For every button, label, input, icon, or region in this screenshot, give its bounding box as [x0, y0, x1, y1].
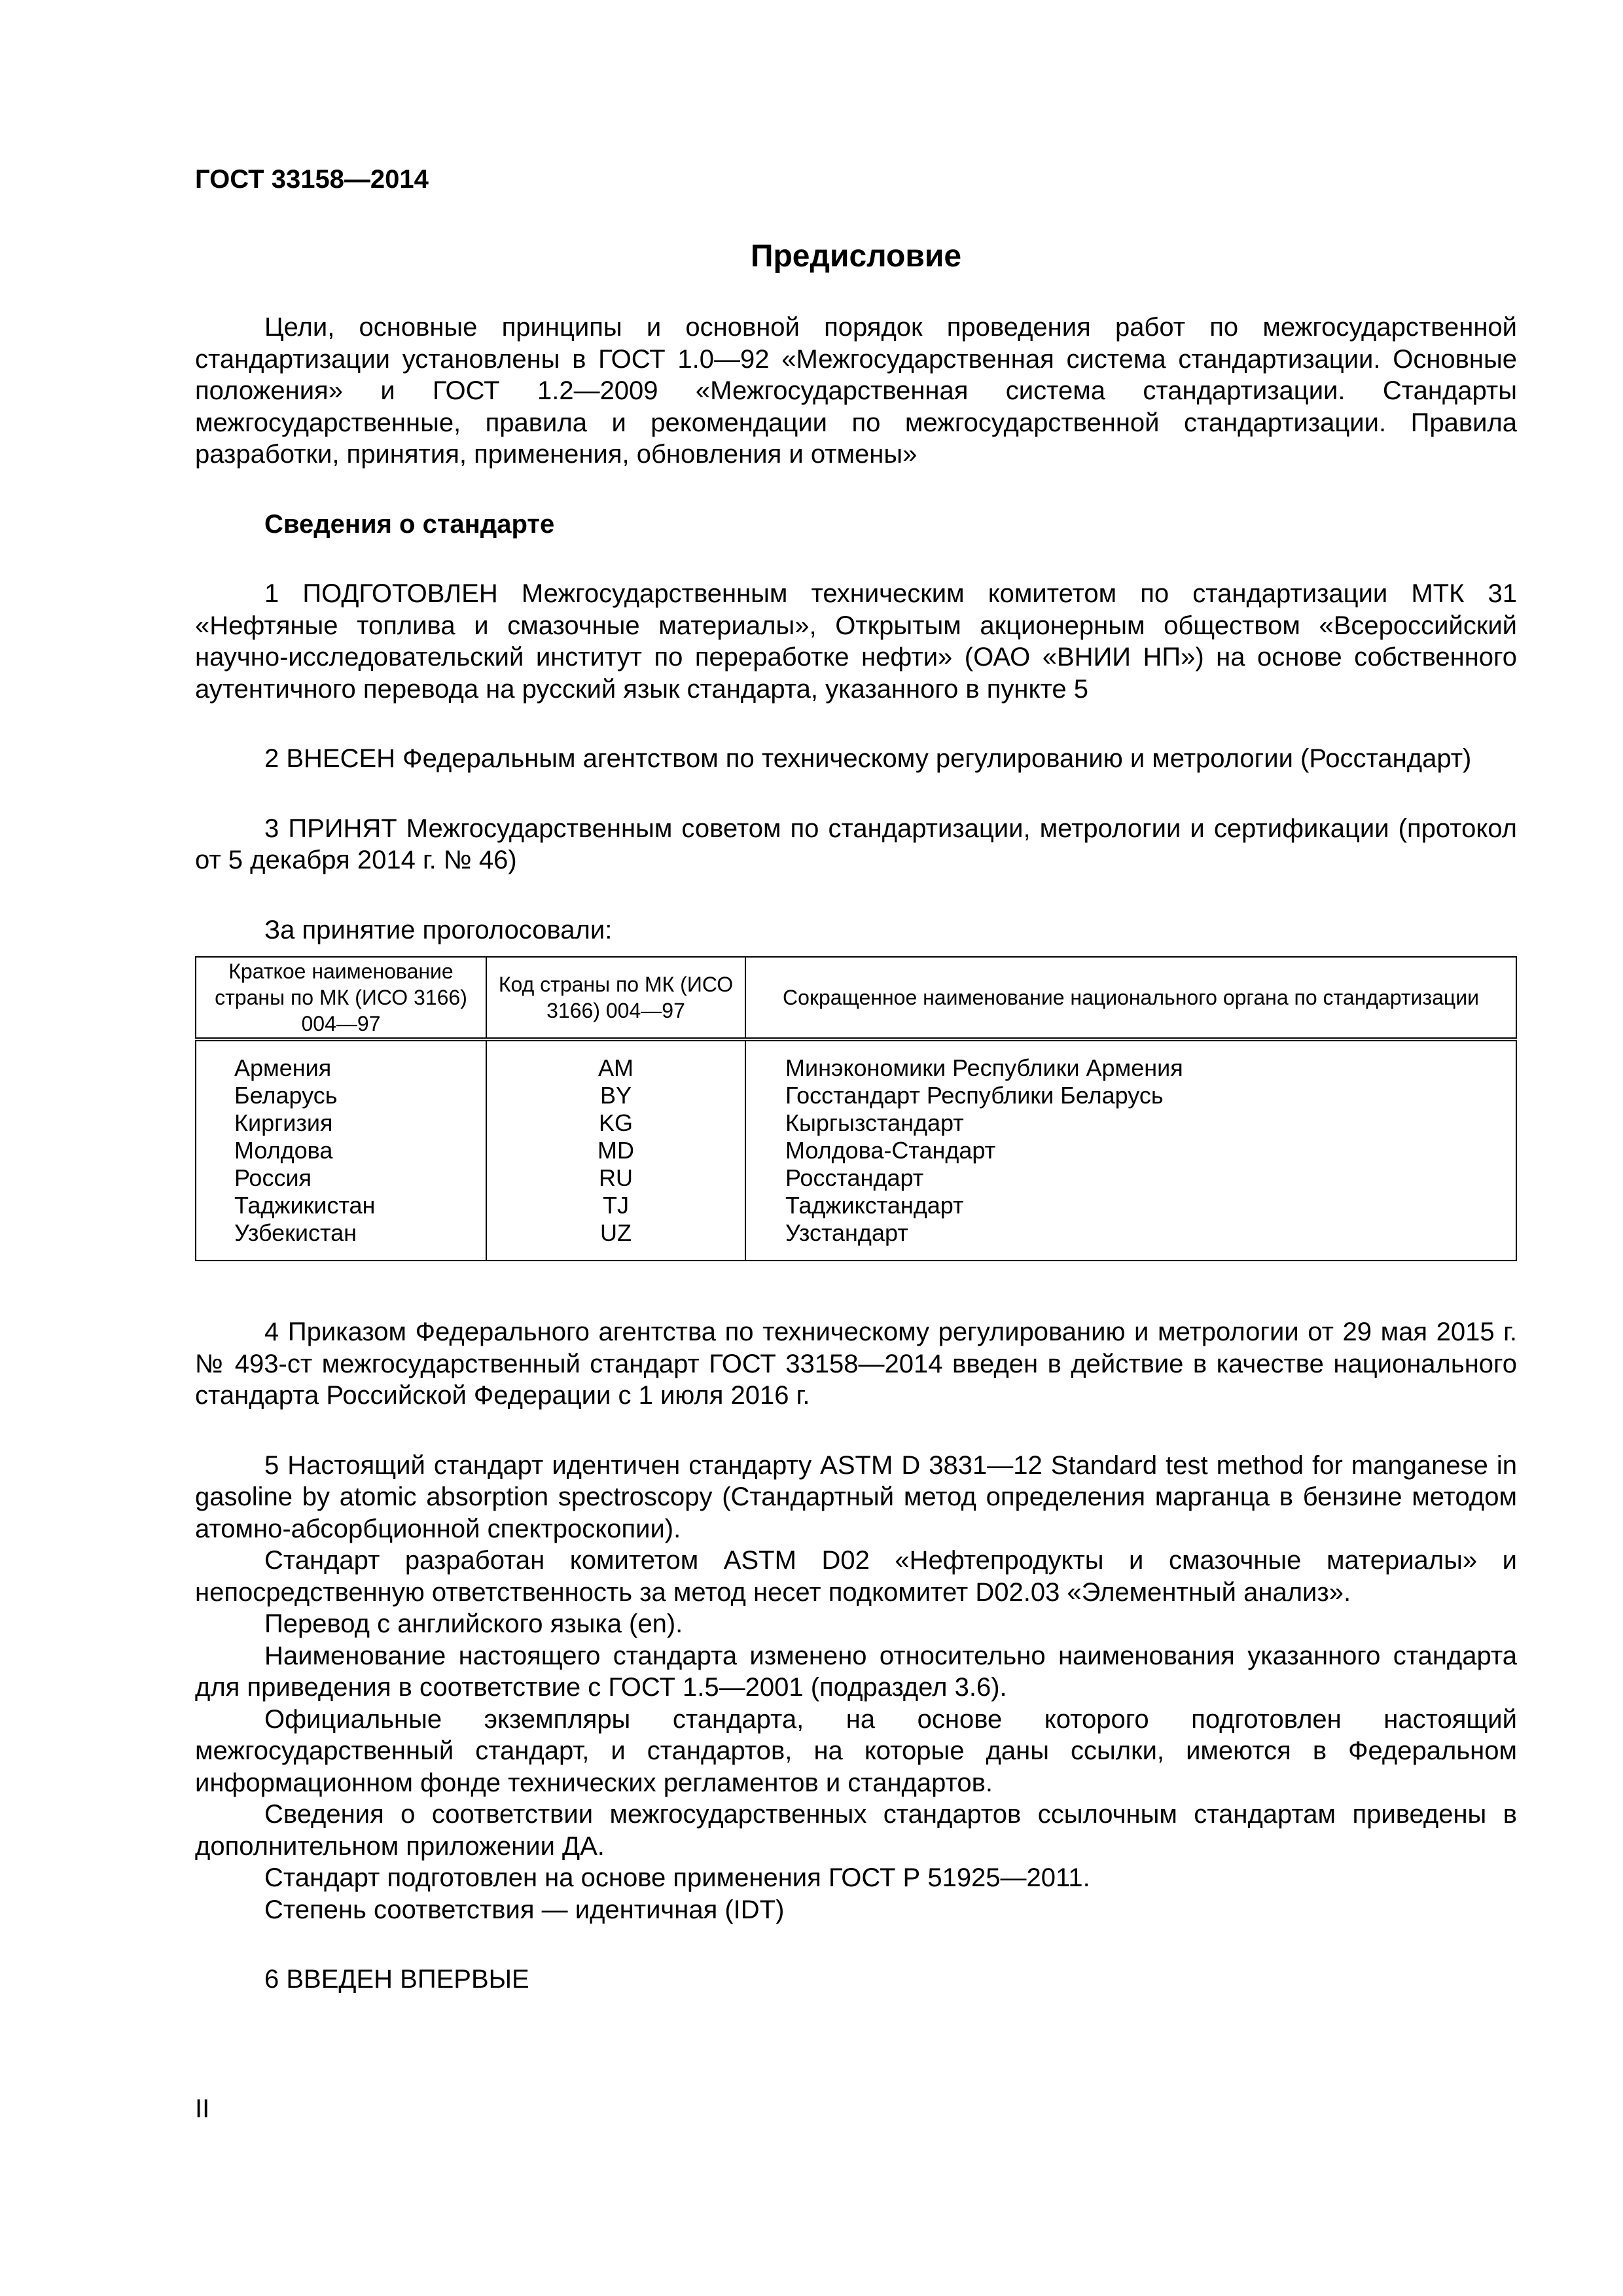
item-5-paragraph: Стандарт подготовлен на основе применения ГОСТ Р 51925—2011. — [264, 1863, 1090, 1892]
authority-name: Таджикстандарт — [785, 1192, 964, 1219]
country-code: UZ — [600, 1219, 632, 1246]
column-header: Краткое наименование страны по МК (ИСО 3166) 004—97 — [196, 957, 486, 1039]
item-5-paragraph: Наименование настоящего стандарта изменено относительно наименования указанного стандарта для приведения в соответствие с ГОСТ 1.5—2001 (подраздел 3.6). — [195, 1641, 1517, 1702]
page-title: Предисловие — [750, 239, 962, 274]
country-cell — [196, 1039, 486, 1261]
item-5-paragraph: Официальные экземпляры стандарта, на основе которого подготовлен настоящий межгосударственный стандарт, и стандартов, на которые даны ссылки, имеются в Федеральном информационном фонде технических регламентов и стандартов. — [195, 1704, 1517, 1797]
authority-name: Минэкономики Республики Армения — [785, 1054, 1183, 1081]
table-row — [196, 1039, 1516, 1261]
intro-paragraph: Цели, основные принципы и основной порядок проведения работ по межгосударственной стандартизации установлены в ГОСТ 1.0—92 «Межгосударственная система стандартизации. Основные положения» и ГОСТ 1.2—2009 «Межгосударственная система стандартизации. Стандарты межгосударственные, правила и рекомендации по межгосударственной стандартизации. Правила разработки, принятия, применения, обновления и отмены» — [195, 313, 1517, 469]
page-number: II — [195, 2094, 210, 2123]
item-5: 5 Настоящий стандарт идентичен стандарту ASTM D 3831—12 Standard test method for manganese in gasoline by atomic absorption spectroscopy (Стандартный метод определения марганца в бензине методом атомно-абсорбционной спектроскопии). — [195, 1450, 1517, 1543]
authority-name: Росстандарт — [785, 1164, 924, 1191]
authority-name: Госстандарт Республики Беларусь — [785, 1082, 1164, 1109]
country-name: Армения — [234, 1054, 332, 1081]
country-name: Молдова — [234, 1137, 333, 1164]
country-code: MD — [597, 1137, 634, 1164]
item-6: 6 ВВЕДЕН ВПЕРВЫЕ — [264, 1965, 529, 1994]
country-code: AM — [598, 1054, 633, 1081]
country-code: RU — [599, 1164, 633, 1191]
item-5-paragraph: Степень соответствия — идентичная (IDT) — [264, 1895, 785, 1924]
item-3: 3 ПРИНЯТ Межгосударственным советом по стандартизации, метрологии и сертификации (протокол от 5 декабря 2014 г. № 46) — [195, 814, 1517, 874]
authority-name: Молдова-Стандарт — [785, 1137, 996, 1164]
country-name: Таджикистан — [234, 1192, 376, 1219]
document-body — [195, 312, 1517, 1996]
countries-table — [195, 956, 1517, 1261]
column-header: Сокращенное наименование национального органа по стандартизации — [745, 957, 1516, 1039]
document-header: ГОСТ 33158—2014 — [195, 165, 429, 194]
code-cell — [486, 1039, 745, 1261]
authority-name: Узстандарт — [785, 1219, 908, 1246]
item-2: 2 ВНЕСЕН Федеральным агентством по техническому регулированию и метрологии (Росстандарт) — [264, 744, 1472, 773]
item-5-paragraph: Стандарт разработан комитетом ASTM D02 «Нефтепродукты и смазочные материалы» и непосредственную ответственность за метод несет подкомитет D02.03 «Элементный анализ». — [195, 1546, 1517, 1607]
item-4: 4 Приказом Федерального агентства по техническому регулированию и метрологии от 29 мая 2015 г. № 493-ст межгосударственный стандарт ГОСТ 33158—2014 введен в действие в качестве национального стандарта Российской Федерации с 1 июля 2016 г. — [195, 1318, 1517, 1410]
country-name: Беларусь — [234, 1082, 338, 1109]
country-code: KG — [598, 1109, 633, 1136]
country-name: Россия — [234, 1164, 312, 1191]
column-header: Код страны по МК (ИСО 3166) 004—97 — [486, 957, 745, 1039]
item-5-paragraph: Сведения о соответствии межгосударственных стандартов ссылочным стандартам приведены в дополнительном приложении ДА. — [195, 1800, 1517, 1861]
country-name: Киргизия — [234, 1109, 333, 1136]
item-5-paragraph: Перевод с английского языка (en). — [264, 1609, 683, 1638]
authority-name: Кыргызстандарт — [785, 1109, 964, 1136]
authority-cell — [745, 1039, 1516, 1261]
country-code: BY — [599, 1082, 632, 1109]
item-1: 1 ПОДГОТОВЛЕН Межгосударственным техническим комитетом по стандартизации МТК 31 «Нефтяные топлива и смазочные материалы», Открытым акционерным обществом «Всероссийский научно-исследовательский институт по переработке нефти» (ОАО «ВНИИ НП») на основе собственного аутентичного перевода на русский язык стандарта, указанного в пункте 5 — [195, 579, 1517, 704]
section-heading: Сведения о стандарте — [264, 509, 555, 539]
vote-label: За принятие проголосовали: — [264, 915, 613, 944]
country-name: Узбекистан — [234, 1219, 357, 1246]
country-code: TJ — [603, 1192, 629, 1219]
